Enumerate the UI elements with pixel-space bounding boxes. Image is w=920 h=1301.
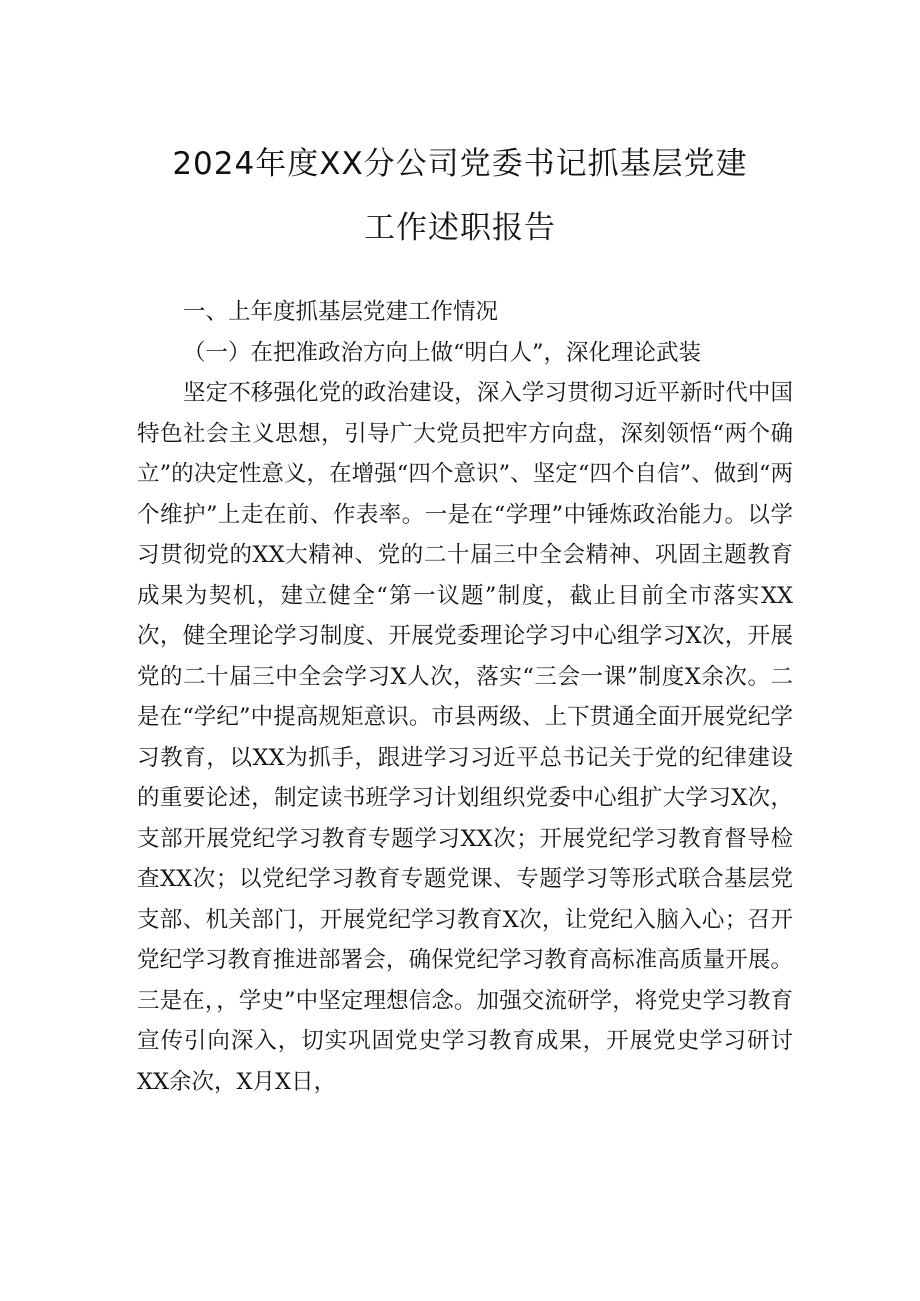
document-title-line-1: 2024年度XX分公司党委书记抓基层党建 (172, 146, 748, 182)
subsection-heading: （一）在把准政治方向上做“明白人”，深化理论武装 (183, 339, 702, 366)
body-paragraph: 坚定不移强化党的政治建设，深入学习贯彻习近平新时代中国特色社会主义思想，引导广大党员把牢方向盘，深刻领悟“两个确立”的决定性意义，在增强“四个意识”、坚定“四个自信”、做到“两个维护”上走在前、作表率。一是在“学理”中锤炼政治能力。以学习贯彻党的XX大精神、党的二十届三中全会精神、巩固主题教育成果为契机，建立健全“第一议题”制度，截止目前全市落实XX次，健全理论学习制度、开展党委理论学习中心组学习X次，开展党的二十届三中全会学习X人次，落实“三会一课”制度X余次。二是在“学纪”中提高规矩意识。市县两级、上下贯通全面开展党纪学习教育，以XX为抓手，跟进学习习近平总书记关于党的纪律建设的重要论述，制定读书班学习计划组织党委中心组扩大学习X次，支部开展党纪学习教育专题学习XX次；开展党纪学习教育督导检查XX次；以党纪学习教育专题党课、专题学习等形式联合基层党支部、机关部门，开展党纪学习教育X次，让党纪入脑入心；召开党纪学习教育推进部署会，确保党纪学习教育高标准高质量开展。三是在，，学史”中坚定理想信念。加强交流研学，将党史学习教育宣传引向深入，切实巩固党史学习教育成果，开展党史学习研讨XX余次，X月X日， (137, 380, 793, 1095)
section-heading: 一、上年度抓基层党建工作情况 (183, 299, 499, 325)
document-title-line-2: 工作述职报告 (364, 210, 556, 246)
document-body (137, 292, 793, 1102)
